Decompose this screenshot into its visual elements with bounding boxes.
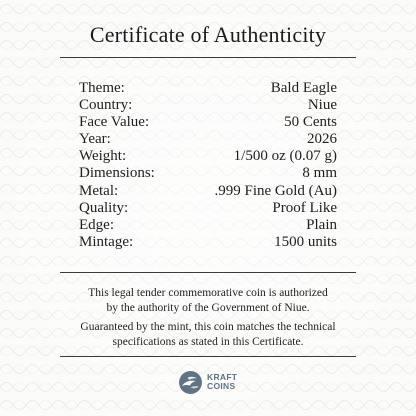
logo-line-2: COINS bbox=[207, 381, 236, 391]
title-divider bbox=[60, 57, 356, 58]
kraft-coins-wordmark bbox=[207, 373, 237, 392]
spec-value: 8 mm bbox=[302, 165, 337, 182]
legal-line-2: by the authority of the Government of Niue. bbox=[106, 302, 310, 314]
spec-row-face-value bbox=[79, 114, 337, 131]
legal-tender-statement bbox=[40, 286, 376, 316]
spec-value: 1500 units bbox=[274, 233, 337, 250]
spec-value: Niue bbox=[307, 97, 337, 114]
spec-label: Year: bbox=[79, 131, 111, 148]
spec-value: .999 Fine Gold (Au) bbox=[214, 182, 337, 199]
spec-label: Country: bbox=[79, 97, 133, 114]
kraft-coins-logo bbox=[178, 367, 237, 397]
footer-divider bbox=[60, 356, 356, 357]
certificate-title: Certificate of Authenticity bbox=[89, 22, 327, 47]
logo-line-1: KRAFT bbox=[207, 371, 238, 382]
spec-value: Bald Eagle bbox=[270, 80, 337, 96]
spec-row-metal bbox=[79, 183, 337, 200]
spec-label: Edge: bbox=[79, 216, 114, 233]
spec-value: 2026 bbox=[307, 131, 337, 148]
spec-row-weight bbox=[79, 148, 337, 165]
spec-label: Mintage: bbox=[79, 233, 134, 250]
specs-table bbox=[79, 80, 337, 251]
specs-divider bbox=[60, 272, 356, 273]
spec-row-edge bbox=[79, 217, 337, 234]
spec-label: Theme: bbox=[79, 80, 125, 96]
spec-label: Metal: bbox=[79, 182, 119, 199]
guarantee-statement bbox=[40, 320, 376, 350]
guarantee-line-1: Guaranteed by the mint, this coin matches the technical bbox=[80, 321, 336, 333]
spec-label: Quality: bbox=[79, 199, 129, 216]
kraft-coins-logo-icon bbox=[178, 370, 203, 395]
spec-value: Proof Like bbox=[272, 199, 337, 216]
spec-label: Weight: bbox=[79, 148, 127, 165]
spec-row-theme bbox=[79, 80, 337, 97]
spec-label: Face Value: bbox=[79, 114, 150, 131]
spec-row-mintage bbox=[79, 234, 337, 251]
spec-value: 1/500 oz (0.07 g) bbox=[233, 148, 337, 165]
spec-row-year bbox=[79, 131, 337, 148]
spec-row-quality bbox=[79, 200, 337, 217]
spec-label: Dimensions: bbox=[79, 165, 155, 182]
spec-value: Plain bbox=[306, 216, 337, 233]
legal-line-1: This legal tender commemorative coin is authorized bbox=[88, 287, 328, 299]
spec-row-country bbox=[79, 97, 337, 114]
spec-value: 50 Cents bbox=[284, 114, 337, 131]
guarantee-line-2: specifications as stated in this Certificate. bbox=[112, 336, 304, 348]
spec-row-dimensions bbox=[79, 165, 337, 182]
